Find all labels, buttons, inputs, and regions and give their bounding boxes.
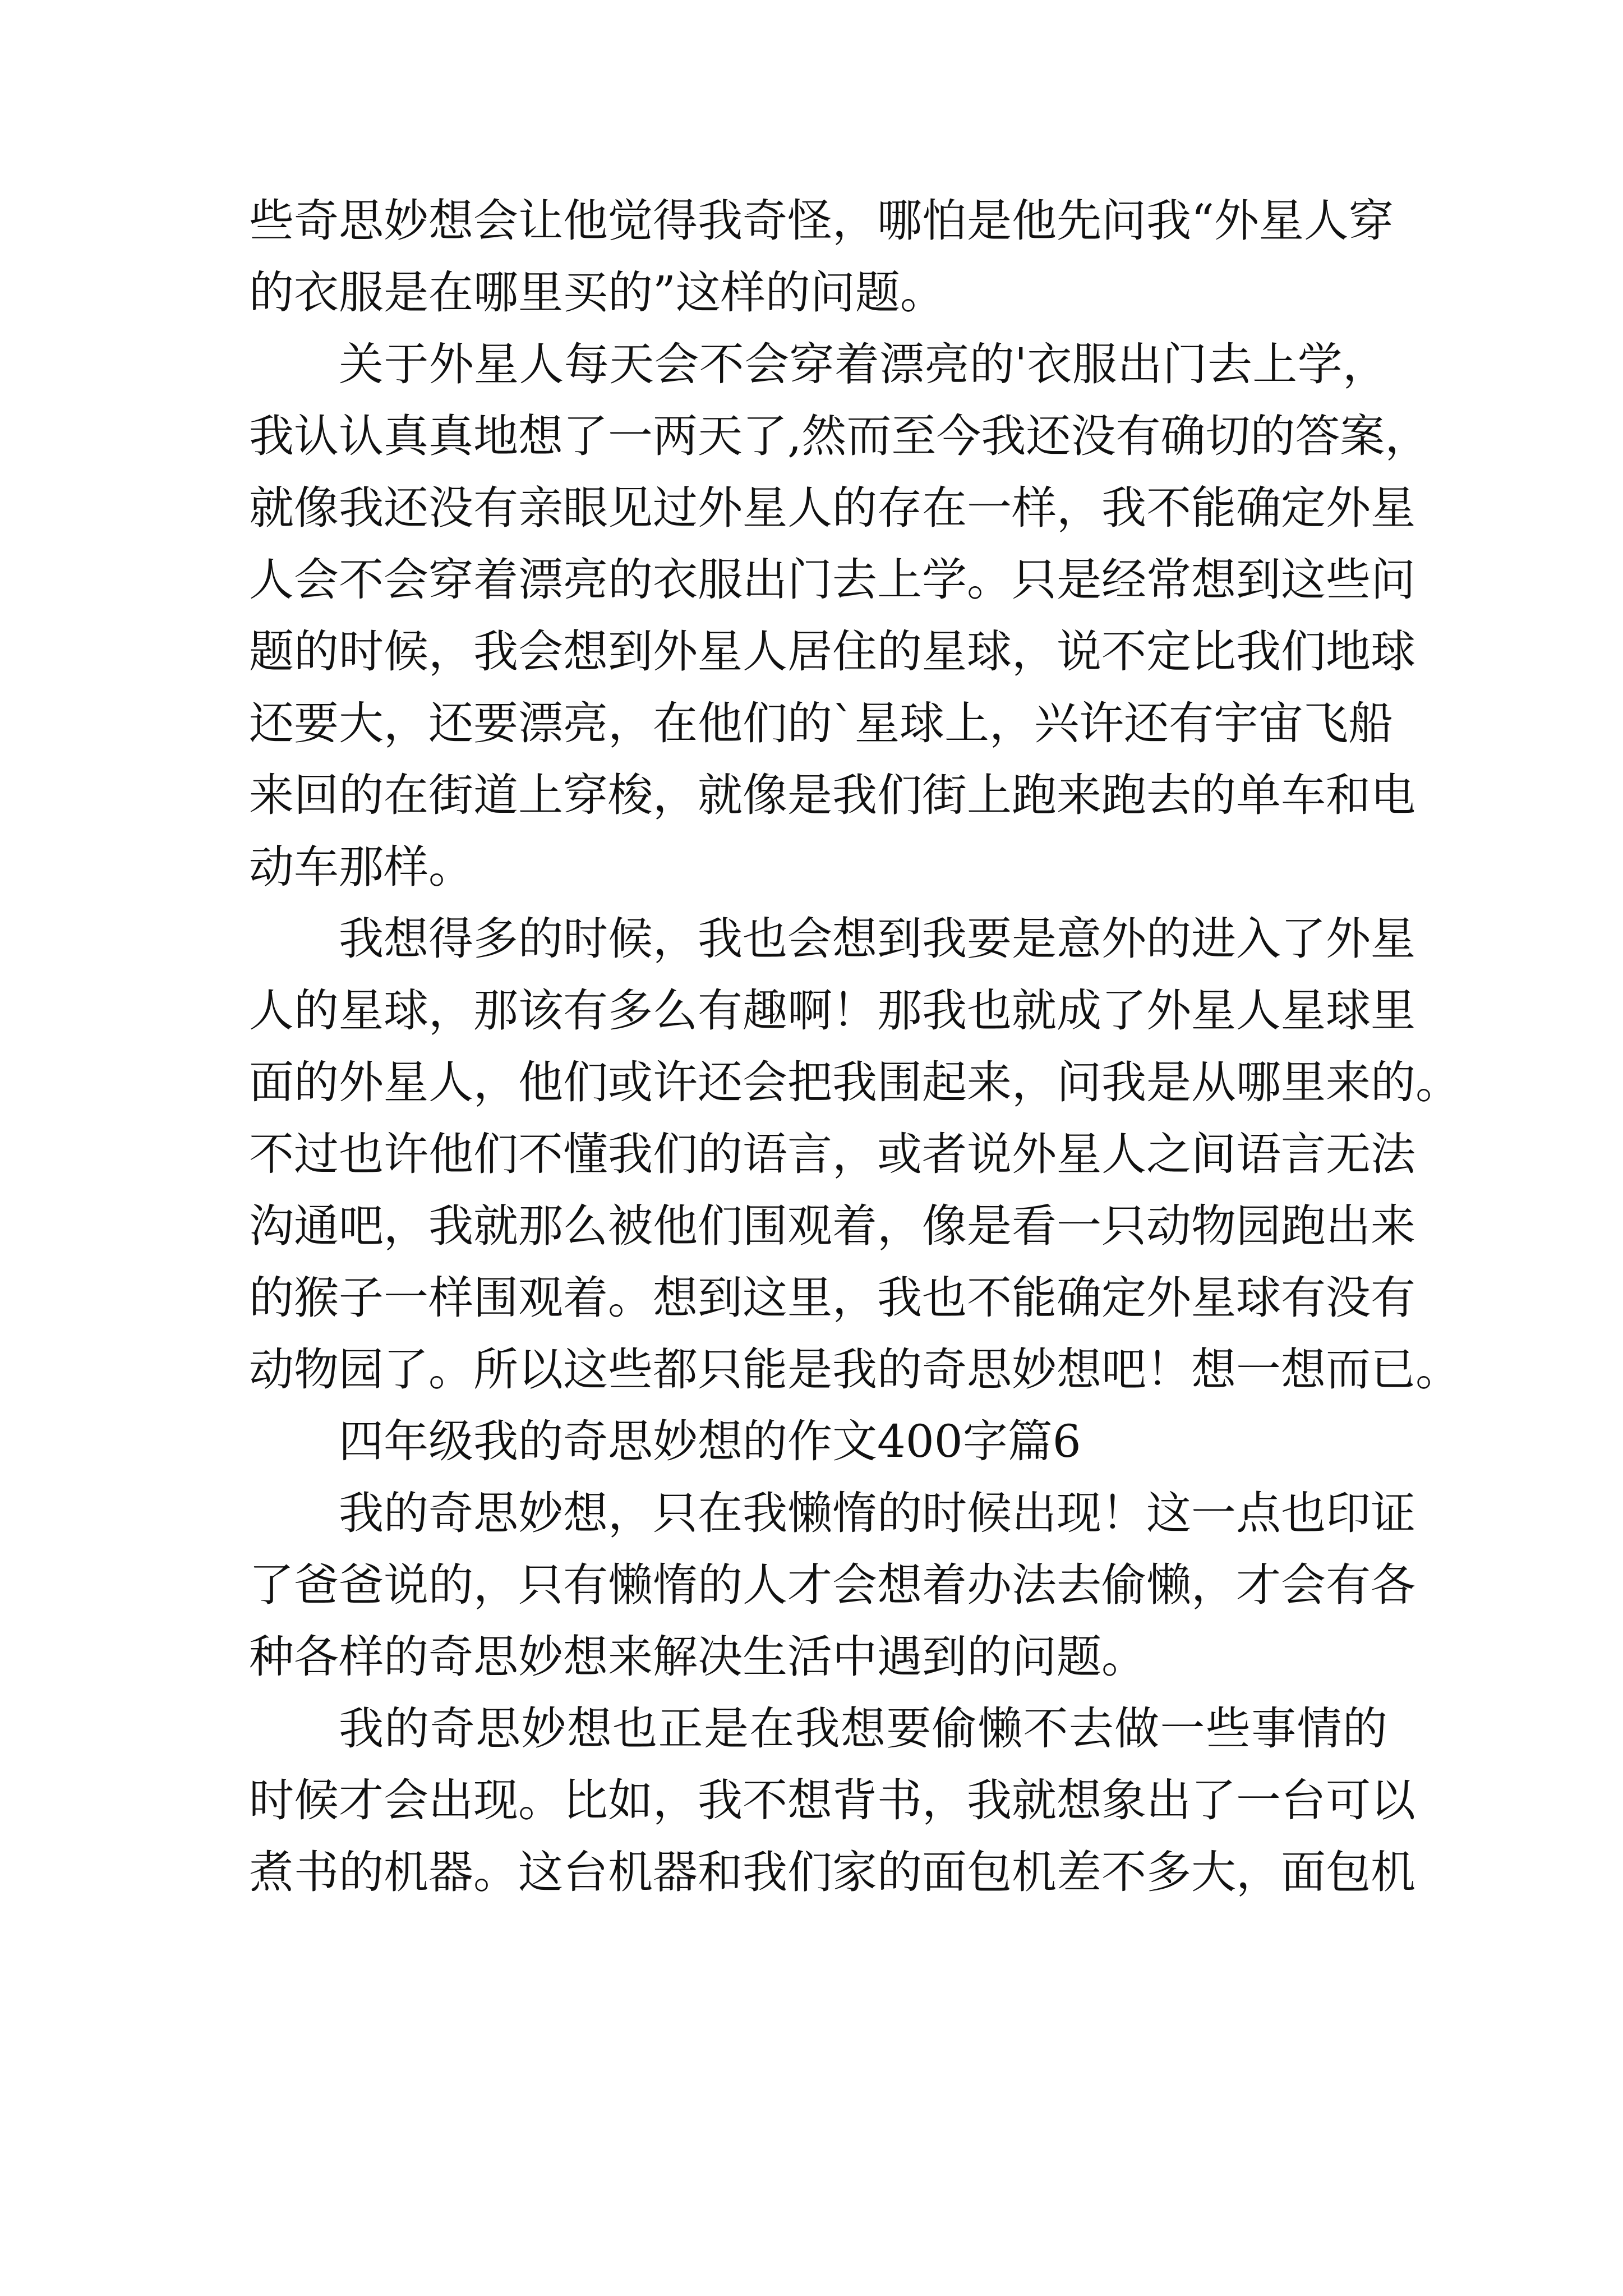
text-line: 不过也许他们不懂我们的语言，或者说外星人之间语言无法 — [249, 1128, 1415, 1180]
text-line: 来回的在街道上穿梭，就像是我们街上跑来跑去的单车和电 — [249, 769, 1415, 821]
text-line: 的猴子一样围观着。想到这里，我也不能确定外星球有没有 — [249, 1272, 1415, 1324]
text-line: 些奇思妙想会让他觉得我奇怪，哪怕是他先问我“外星人穿 — [249, 195, 1394, 247]
text-line: 我的奇思妙想，只在我懒惰的时候出现！这一点也印证 — [339, 1487, 1415, 1539]
text-line: 了爸爸说的，只有懒惰的人才会想着办法去偷懒，才会有各 — [249, 1559, 1415, 1611]
text-line: 动物园了。所以这些都只能是我的奇思妙想吧！想一想而已。 — [249, 1343, 1460, 1396]
text-line: 关于外星人每天会不会穿着漂亮的'衣服出门去上学， — [339, 338, 1387, 390]
section-heading: 四年级我的奇思妙想的作文400字篇6 — [339, 1415, 1081, 1467]
text-line: 人的星球，那该有多么有趣啊！那我也就成了外星人星球里 — [249, 984, 1415, 1037]
text-line: 我的奇思妙想也正是在我想要偷懒不去做一些事情的 — [339, 1703, 1387, 1755]
text-line: 题的时候，我会想到外星人居住的星球，说不定比我们地球 — [249, 625, 1415, 678]
text-line: 时候才会出现。比如，我不想背书，我就想象出了一台可以 — [249, 1774, 1415, 1826]
text-line: 还要大，还要漂亮，在他们的`星球上，兴许还有宇宙飞船 — [249, 697, 1393, 749]
text-line: 人会不会穿着漂亮的衣服出门去上学。只是经常想到这些问 — [249, 554, 1415, 606]
text-line: 就像我还没有亲眼见过外星人的存在一样，我不能确定外星 — [249, 482, 1415, 534]
text-line: 动车那样。 — [249, 841, 473, 893]
text-line: 种各样的奇思妙想来解决生活中遇到的问题。 — [249, 1631, 1146, 1683]
text-line: 沟通吧，我就那么被他们围观着，像是看一只动物园跑出来 — [249, 1200, 1415, 1252]
text-line: 面的外星人，他们或许还会把我围起来，问我是从哪里来的。 — [249, 1056, 1460, 1108]
text-line: 的衣服是在哪里买的”这样的问题。 — [249, 266, 945, 319]
text-line: 我认认真真地想了一两天了,然而至今我还没有确切的答案， — [249, 410, 1430, 462]
text-line: 煮书的机器。这台机器和我们家的面包机差不多大，面包机 — [249, 1846, 1415, 1898]
text-line: 我想得多的时候，我也会想到我要是意外的进入了外星 — [339, 913, 1415, 965]
